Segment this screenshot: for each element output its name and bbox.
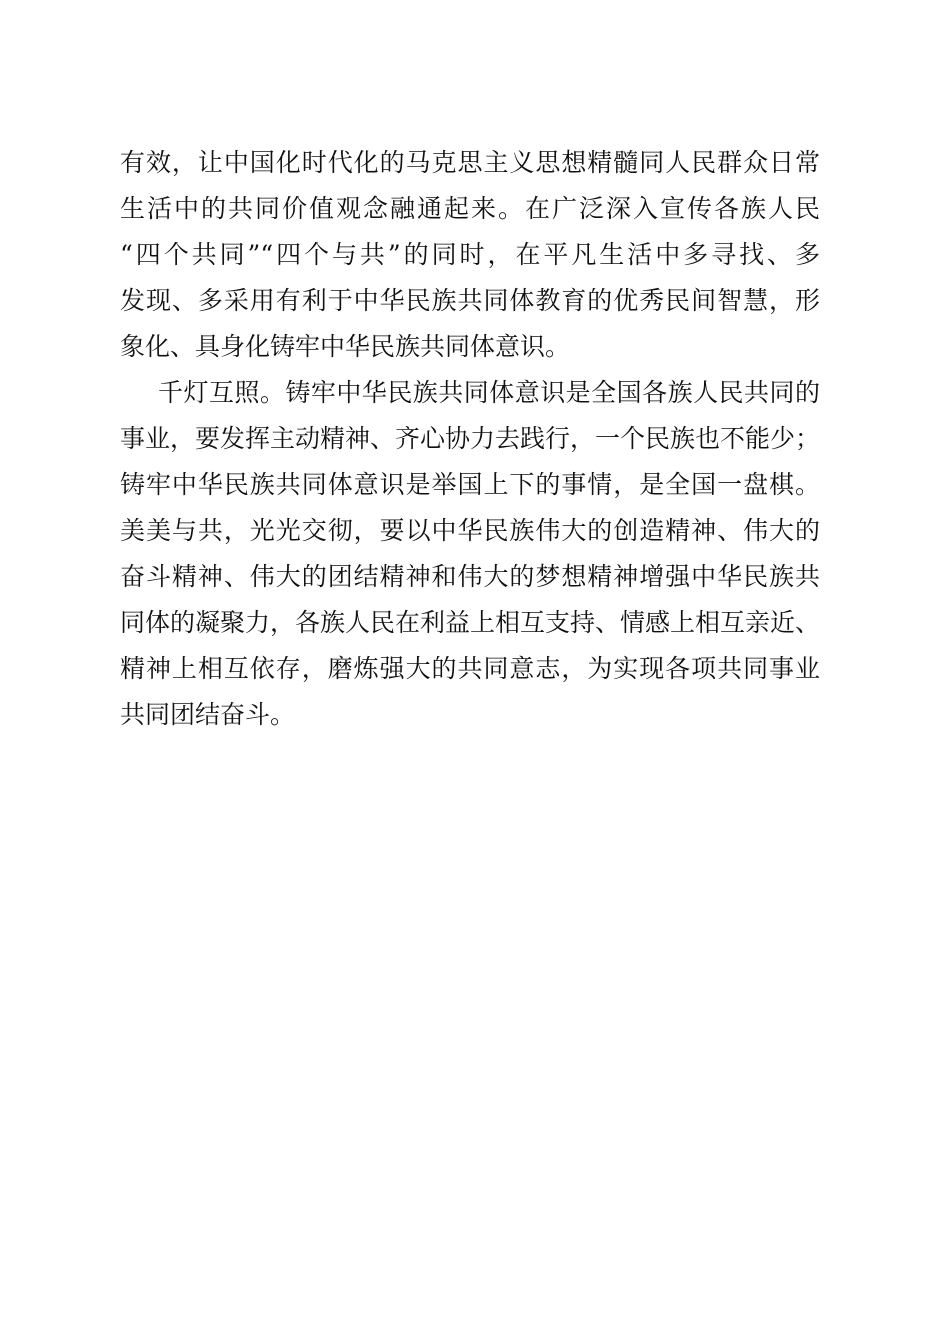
paragraph-1	[120, 140, 820, 370]
paragraph-2-line-2: 事业，要发挥主动精神、齐心协力去践行，一个民族也不能少；	[120, 424, 821, 453]
paragraph-1-line-2: 生活中的共同价值观念融通起来。在广泛深入宣传各族人民	[120, 194, 820, 223]
paragraph-1-line-5: 象化、具身化铸牢中华民族共同体意识。	[120, 332, 571, 361]
paragraph-2-line-5: 奋斗精神、伟大的团结精神和伟大的梦想精神增强中华民族共	[120, 562, 820, 591]
paragraph-2	[120, 370, 820, 738]
document-body	[120, 140, 820, 738]
paragraph-2-line-4: 美美与共，光光交彻，要以中华民族伟大的创造精神、伟大的	[120, 516, 820, 545]
paragraph-1-line-4: 发现、多采用有利于中华民族共同体教育的优秀民间智慧，形	[120, 286, 820, 315]
paragraph-2-line-6: 同体的凝聚力，各族人民在利益上相互支持、情感上相互亲近、	[120, 608, 821, 637]
paragraph-2-line-7: 精神上相互依存，磨炼强大的共同意志，为实现各项共同事业	[120, 654, 820, 683]
paragraph-2-line-8: 共同团结奋斗。	[120, 700, 296, 729]
paragraph-1-line-3: “四个共同”“四个与共”的同时，在平凡生活中多寻找、多	[120, 240, 820, 269]
paragraph-2-line-1: 千灯互照。铸牢中华民族共同体意识是全国各族人民共同的	[158, 378, 820, 407]
paragraph-2-line-3: 铸牢中华民族共同体意识是举国上下的事情，是全国一盘棋。	[120, 470, 820, 499]
paragraph-1-line-1: 有效，让中国化时代化的马克思主义思想精髓同人民群众日常	[120, 148, 820, 177]
